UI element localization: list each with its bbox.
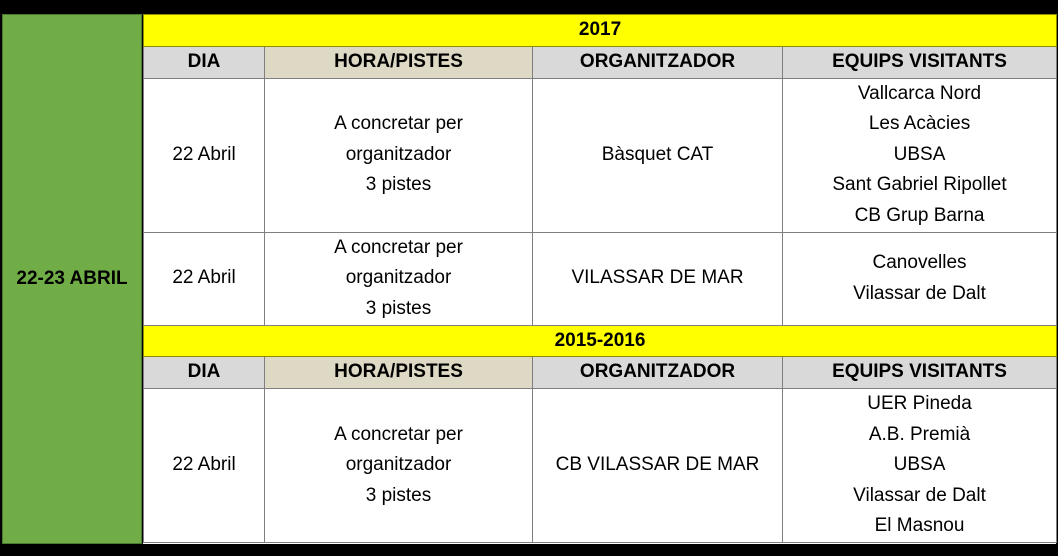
header-row [144,357,1057,389]
team-name: Les Acàcies [868,113,971,135]
cell-dia: 22 Abril [144,78,265,232]
header-organitzador: ORGANITZADOR [533,357,783,389]
team-name: UER Pineda [867,393,972,415]
header-hora: HORA/PISTES [265,357,533,389]
year-row-2015-2016 [144,325,1057,357]
table-row [144,232,1057,325]
header-equips: EQUIPS VISITANTS [783,46,1057,78]
hora-line: A concretar per [334,423,463,445]
cell-equips [783,78,1057,232]
year-row-2017 [144,15,1057,47]
team-name: El Masnou [874,515,965,537]
hora-line: 3 pistes [365,174,432,196]
cell-equips [783,389,1057,543]
schedule-table-container [143,14,1056,544]
cell-hora [265,389,533,543]
hora-line: A concretar per [334,236,463,258]
hora-line: 3 pistes [365,297,432,319]
side-label-text: 22-23 ABRIL [16,268,128,289]
hora-line: organitzador [345,267,452,289]
hora-line: organitzador [345,454,452,476]
cell-organitzador: VILASSAR DE MAR [533,232,783,325]
header-dia: DIA [144,357,265,389]
cell-hora [265,78,533,232]
hora-line: 3 pistes [365,484,432,506]
year-title: 2017 [144,15,1057,47]
table-row [144,78,1057,232]
cell-organitzador: CB VILASSAR DE MAR [533,389,783,543]
hora-line: A concretar per [334,113,463,135]
header-organitzador: ORGANITZADOR [533,46,783,78]
team-name: Vilassar de Dalt [853,282,986,304]
cell-dia: 22 Abril [144,389,265,543]
team-name: Vilassar de Dalt [853,484,986,506]
team-name: CB Grup Barna [854,204,985,226]
schedule-table [143,14,1057,543]
hora-line: organitzador [345,143,452,165]
team-name: Canovelles [872,252,967,273]
team-name: UBSA [893,143,946,165]
cell-organitzador: Bàsquet CAT [533,78,783,232]
team-name: A.B. Premià [868,423,971,445]
date-range-label [2,14,142,544]
team-name: Sant Gabriel Ripollet [832,174,1007,196]
table-row [144,389,1057,543]
year-title: 2015-2016 [144,325,1057,357]
header-hora: HORA/PISTES [265,46,533,78]
cell-equips [783,232,1057,325]
cell-dia: 22 Abril [144,232,265,325]
team-name: Vallcarca Nord [857,82,982,104]
header-row [144,46,1057,78]
header-dia: DIA [144,46,265,78]
header-equips: EQUIPS VISITANTS [783,357,1057,389]
team-name: UBSA [893,454,946,476]
cell-hora [265,232,533,325]
